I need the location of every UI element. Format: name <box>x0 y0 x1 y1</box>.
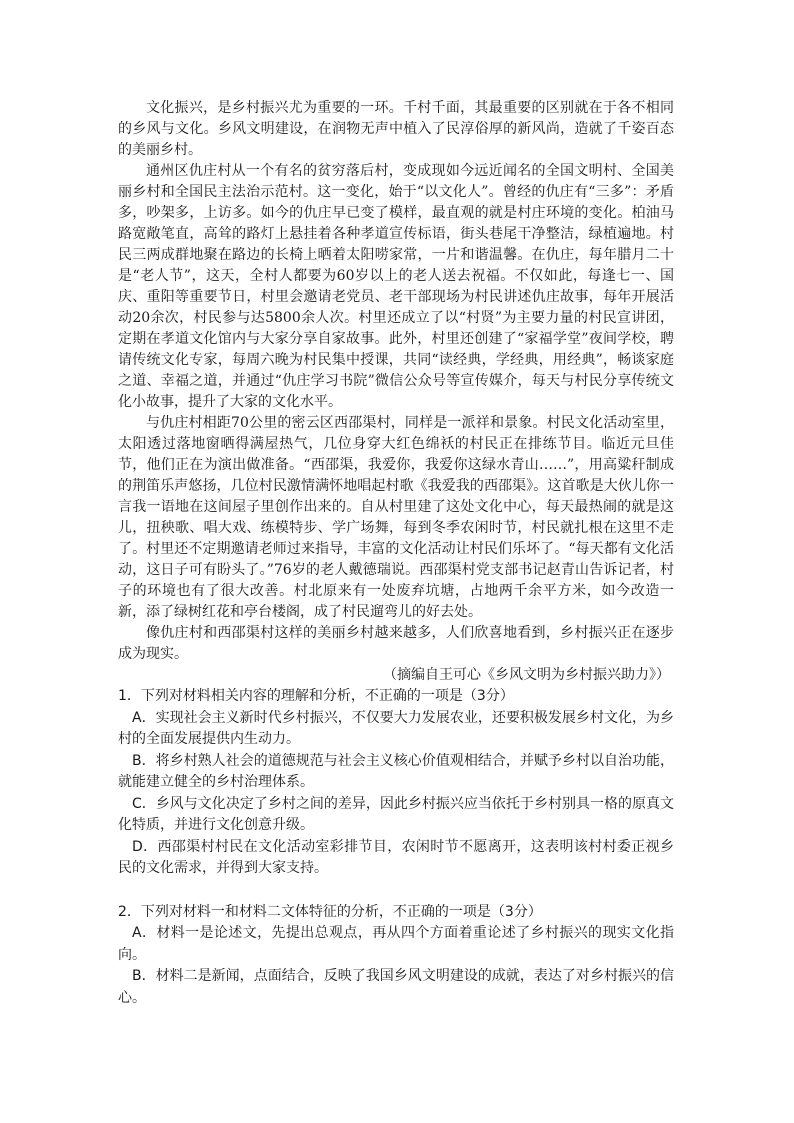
material-paragraph-1: 文化振兴，是乡村振兴尤为重要的一环。千村千面，其最重要的区别就在于各不相同的乡风与文化。乡风文明建设，在润物无声中植入了民淳俗厚的新风尚，造就了千姿百态的美丽乡村。 <box>118 100 674 158</box>
material-source: （摘编自王可心《乡风文明为乡村振兴助力》） <box>383 667 670 683</box>
question-1-option-a: A．实现社会主义新时代乡村振兴，不仅要大力发展农业，还要积极发展乡村文化，为乡村的全面发展提供内生动力。 <box>118 709 674 747</box>
question-1-option-b: B．将乡村熟人社会的道德规范与社会主义核心价值观相结合，并赋予乡村以自治功能，就能建立健全的乡村治理体系。 <box>118 752 674 790</box>
question-2-option-a: A．材料一是论述文，先提出总观点，再从四个方面着重论述了乡村振兴的现实文化指向。 <box>118 925 674 963</box>
question-2 <box>118 902 674 1010</box>
material-paragraph-4: 像仇庄村和西邵渠村这样的美丽乡村越来越多，人们欣喜地看到，乡村振兴正在逐步成为现实。 <box>118 625 674 662</box>
question-gap <box>118 880 674 902</box>
question-1-option-d: D．西邵渠村村民在文化活动室彩排节目，农闲时节不愿离开，这表明该村村委正视乡民的文化需求，并得到大家支持。 <box>118 838 674 876</box>
question-1-option-c: C．乡风与文化决定了乡村之间的差异，因此乡村振兴应当依托于乡村别具一格的原真文化特质，并进行文化创意升级。 <box>118 795 674 833</box>
material-paragraph-2: 通州区仇庄村从一个有名的贫穷落后村，变成现如今远近闻名的全国文明村、全国美丽乡村和全国民主法治示范村。这一变化，始于“以文化人”。曾经的仇庄有“三多”：矛盾多，吵架多，上访多。如今的仇庄早已变了模样，最直观的就是村庄环境的变化。柏油马路宽敞笔直，高耸的路灯上悬挂着各种孝道宣传标语，街头巷尾干净整洁，绿植遍地。村民三两成群地聚在路边的长椅上晒着太阳唠家常，一片和谐温馨。在仇庄，每年腊月二十是“老人节”，这天，全村人都要为60岁以上的老人送去祝福。不仅如此，每逢七一、国庆、重阳等重要节日，村里会邀请老党员、老干部现场为村民讲述仇庄故事，每年开展活动20余次，村民参与达5800余人次。村里还成立了以“村贤”为主要力量的村民宣讲团，定期在孝道文化馆内与大家分享自家故事。此外，村里还创建了“家福学堂”夜间学校，聘请传统文化专家，每周六晚为村民集中授课，共同“读经典，学经典，用经典”，畅谈家庭之道、幸福之道，并通过“仇庄学习书院”微信公众号等宣传媒介，每天与村民分享传统文化小故事，提升了大家的文化水平。 <box>118 163 674 410</box>
question-2-stem: 2．下列对材料一和材料二文体特征的分析，不正确的一项是（3分） <box>118 903 542 920</box>
question-1-stem: 1．下列对材料相关内容的理解和分析，不正确的一项是（3分） <box>118 688 514 704</box>
question-2-option-b: B．材料二是新闻，点面结合，反映了我国乡风文明建设的成就，表达了对乡村振兴的信心。 <box>118 968 674 1006</box>
material-paragraph-3: 与仇庄村相距70公里的密云区西邵渠村，同样是一派祥和景象。村民文化活动室里，太阳透过落地窗晒得满屋热气，几位身穿大红色绵袄的村民正在排练节目。临近元旦佳节，他们正在为演出做准备。“西邵渠，我爱你，我爱你这绿水青山……”，用高粱秆制成的荆笛乐声悠扬，几位村民激情满怀地唱起村歌《我爱我的西邵渠》。这首歌是大伙儿你一言我一语地在这间屋子里创作出来的。自从村里建了这处文化中心，每天最热闹的就是这儿，扭秧歌、唱大戏、练模特步、学广场舞，每到冬季农闲时节，村民就扎根在这里不走了。村里还不定期邀请老师过来指导，丰富的文化活动让村民们乐坏了。“每天都有文化活动，这日子可有盼头了。”76岁的老人戴德瑞说。西邵渠村党支部书记赵青山告诉记者，村子的环境也有了很大改善。村北原来有一处废弃坑塘，占地两千余平方米，如今改造一新，添了绿树红花和亭台楼阁，成了村民遛弯儿的好去处。 <box>118 415 674 620</box>
exam-page <box>118 98 674 1009</box>
question-1 <box>118 686 674 880</box>
